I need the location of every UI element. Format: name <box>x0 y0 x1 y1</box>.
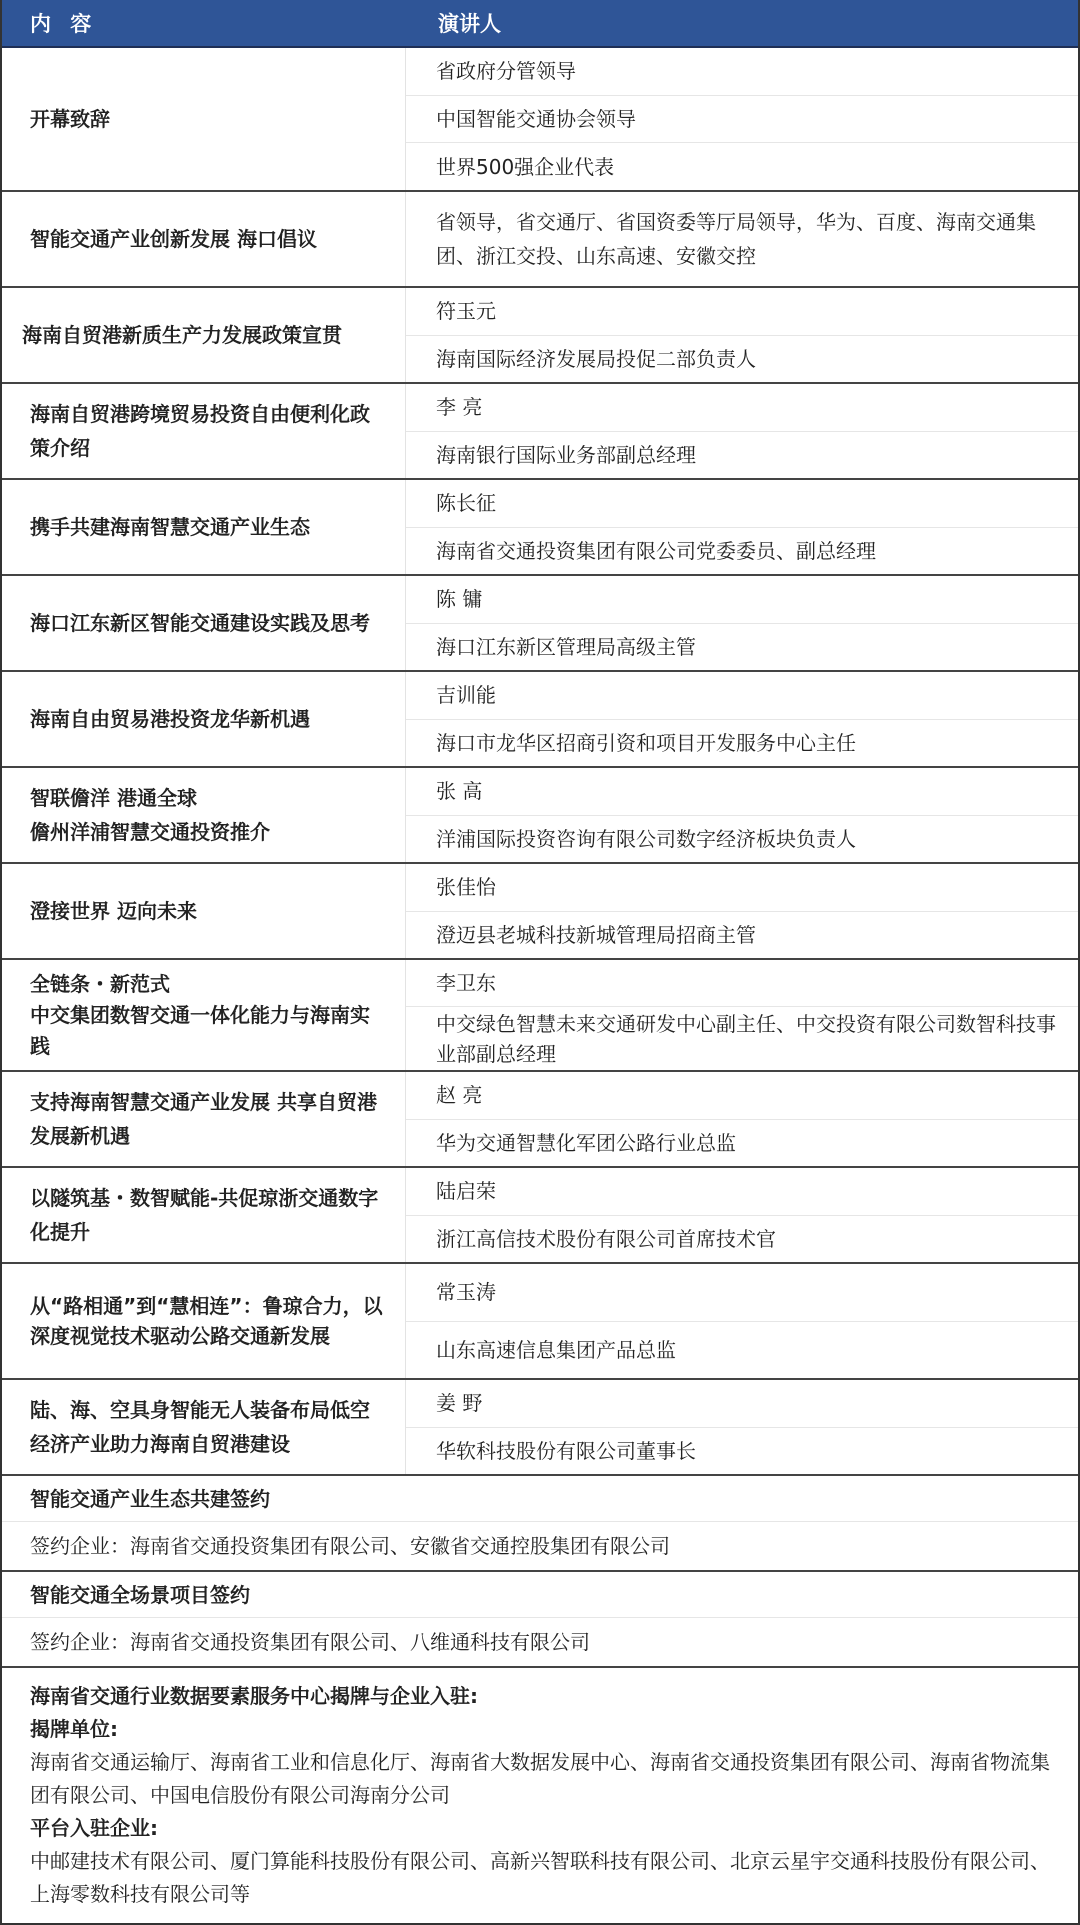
topic-cell: 澄接世界 迈向未来 <box>2 864 406 958</box>
topic-cell: 携手共建海南智慧交通产业生态 <box>2 480 406 574</box>
unveil-label: 揭牌单位: <box>30 1717 118 1741</box>
agenda-row <box>2 480 1078 576</box>
speaker-cell <box>406 1380 1078 1474</box>
data-center-row <box>2 1668 1078 1923</box>
speaker-name: 张佳怡 <box>406 864 1078 912</box>
agenda-row <box>2 192 1078 288</box>
speaker-title: 洋浦国际投资咨询有限公司数字经济板块负责人 <box>436 826 856 851</box>
topic-cell: 陆、海、空具身智能无人装备布局低空经济产业助力海南自贸港建设 <box>2 1380 406 1474</box>
speaker-line: 省政府分管领导 <box>406 48 1078 96</box>
speaker-title: 澄迈县老城科技新城管理局招商主管 <box>436 922 756 947</box>
topic-cell: 海南自贸港新质生产力发展政策宣贯 <box>2 288 406 382</box>
signing-detail: 签约企业：海南省交通投资集团有限公司、安徽省交通控股集团有限公司 <box>30 1534 670 1558</box>
speaker-cell <box>406 384 1078 478</box>
topic-cell: 海南自由贸易港投资龙华新机遇 <box>2 672 406 766</box>
speaker-title: 海南国际经济发展局投促二部负责人 <box>436 346 756 371</box>
agenda-row <box>2 1380 1078 1476</box>
data-center-block <box>2 1668 1078 1923</box>
agenda-row <box>2 672 1078 768</box>
speaker-cell <box>406 480 1078 574</box>
speaker-title: 浙江高信技术股份有限公司首席技术官 <box>436 1226 776 1251</box>
topic-line: 全链条・新范式 <box>30 971 170 996</box>
speaker-title: 海南省交通投资集团有限公司党委委员、副总经理 <box>436 538 876 563</box>
agenda-row <box>2 288 1078 384</box>
table-header <box>2 0 1078 48</box>
agenda-row <box>2 1072 1078 1168</box>
speaker-title: 海南银行国际业务部副总经理 <box>436 442 696 467</box>
speaker-title: 华软科技股份有限公司董事长 <box>436 1438 696 1463</box>
speaker-name: 常玉涛 <box>406 1264 1078 1322</box>
data-center-title: 海南省交通行业数据要素服务中心揭牌与企业入驻: <box>30 1684 478 1708</box>
speaker-name: 李卫东 <box>406 960 1078 1007</box>
speaker-title: 海口江东新区管理局高级主管 <box>436 634 696 659</box>
speaker-cell <box>406 1072 1078 1166</box>
speaker-cell <box>406 672 1078 766</box>
speaker-cell <box>406 192 1078 286</box>
speaker-cell <box>406 768 1078 862</box>
signing-title: 智能交通产业生态共建签约 <box>2 1476 1078 1522</box>
platform-companies: 中邮建技术有限公司、厦门算能科技股份有限公司、高新兴智联科技有限公司、北京云星宇交通科技股份有限公司、上海零数科技有限公司等 <box>30 1849 1050 1906</box>
speaker-cell <box>406 960 1078 1070</box>
speaker-cell <box>406 48 1078 190</box>
speaker-name: 符玉元 <box>406 288 1078 336</box>
topic-line: 智联儋洋 港通全球 <box>30 786 197 810</box>
header-content-column: 内 容 <box>30 12 98 36</box>
topic-cell: 海口江东新区智能交通建设实践及思考 <box>2 576 406 670</box>
speaker-name: 李 亮 <box>406 384 1078 432</box>
agenda-row <box>2 864 1078 960</box>
topic-cell <box>2 768 406 862</box>
header-speaker-column: 演讲人 <box>438 12 501 36</box>
speaker-cell <box>406 864 1078 958</box>
speaker-title: 海口市龙华区招商引资和项目开发服务中心主任 <box>436 730 856 755</box>
speaker-name: 赵 亮 <box>406 1072 1078 1120</box>
speaker-name: 陈 镛 <box>406 576 1078 624</box>
speaker-title: 华为交通智慧化军团公路行业总监 <box>436 1130 736 1155</box>
topic-cell <box>2 960 406 1070</box>
speaker-cell <box>406 1264 1078 1378</box>
speaker-name: 姜 野 <box>406 1380 1078 1428</box>
speaker-name: 张 高 <box>406 768 1078 816</box>
topic-cell: 以隧筑基・数智赋能-共促琼浙交通数字化提升 <box>2 1168 406 1262</box>
speaker-cell <box>406 576 1078 670</box>
signing-title: 智能交通全场景项目签约 <box>2 1572 1078 1618</box>
signing-row <box>2 1476 1078 1572</box>
speaker-title: 中交绿色智慧未来交通研发中心副主任、中交投资有限公司数智科技事业部副总经理 <box>436 1011 1056 1066</box>
speaker-cell <box>406 288 1078 382</box>
speaker-name: 吉训能 <box>406 672 1078 720</box>
agenda-row <box>2 48 1078 192</box>
agenda-row <box>2 768 1078 864</box>
speaker-line: 省领导，省交通厅、省国资委等厅局领导，华为、百度、海南交通集团、浙江交投、山东高速、安徽交控 <box>436 210 1036 268</box>
speaker-line: 中国智能交通协会领导 <box>406 96 1078 144</box>
agenda-row <box>2 1264 1078 1380</box>
unveil-units: 海南省交通运输厅、海南省工业和信息化厅、海南省大数据发展中心、海南省交通投资集团有限公司、海南省物流集团有限公司、中国电信股份有限公司海南分公司 <box>30 1750 1050 1807</box>
speaker-name: 陈长征 <box>406 480 1078 528</box>
topic-cell: 海南自贸港跨境贸易投资自由便利化政策介绍 <box>2 384 406 478</box>
signing-detail: 签约企业：海南省交通投资集团有限公司、八维通科技有限公司 <box>30 1630 590 1654</box>
agenda-row <box>2 576 1078 672</box>
topic-cell: 智能交通产业创新发展 海口倡议 <box>2 192 406 286</box>
speaker-line: 世界500强企业代表 <box>436 154 615 179</box>
speaker-name: 陆启荣 <box>406 1168 1078 1216</box>
speaker-title: 山东高速信息集团产品总监 <box>436 1337 676 1362</box>
agenda-row <box>2 1168 1078 1264</box>
platform-label: 平台入驻企业: <box>30 1816 158 1840</box>
topic-cell: 从“路相通”到“慧相连”：鲁琼合力，以深度视觉技术驱动公路交通新发展 <box>2 1264 406 1378</box>
speaker-cell <box>406 1168 1078 1262</box>
agenda-row <box>2 960 1078 1072</box>
topic-cell: 开幕致辞 <box>2 48 406 190</box>
topic-line: 中交集团数智交通一体化能力与海南实践 <box>30 1002 370 1058</box>
agenda-row <box>2 384 1078 480</box>
signing-row <box>2 1572 1078 1668</box>
topic-line: 儋州洋浦智慧交通投资推介 <box>30 820 270 844</box>
topic-cell: 支持海南智慧交通产业发展 共享自贸港发展新机遇 <box>2 1072 406 1166</box>
